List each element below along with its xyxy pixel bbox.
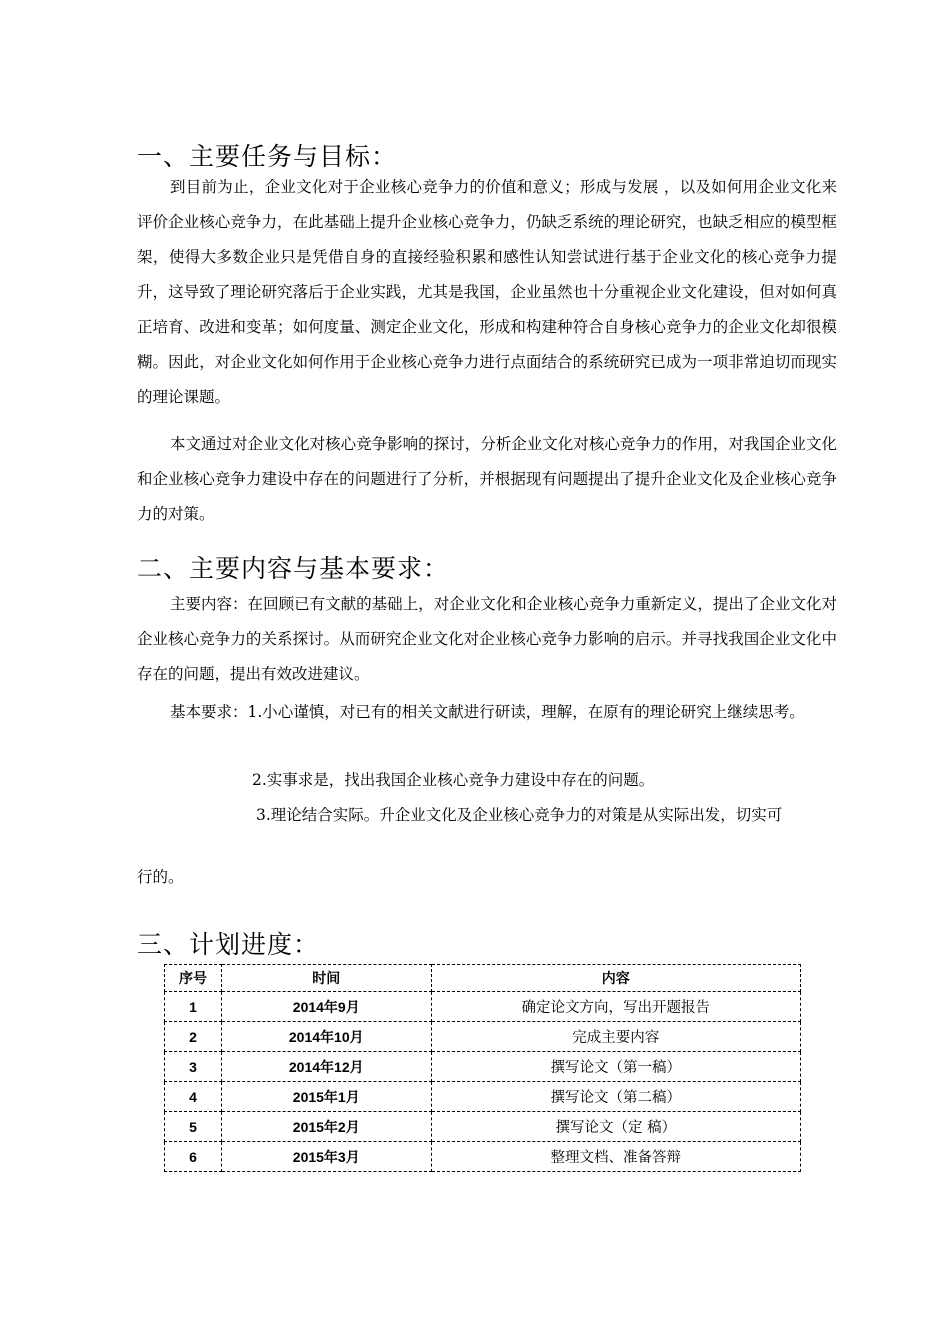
row-content: 撰写论文（第一稿） [431, 1052, 800, 1082]
row-seq: 2 [165, 1022, 222, 1052]
row-time: 2014年10月 [221, 1022, 431, 1052]
requirement-3: 3.理论结合实际。升企业文化及企业核心竞争力的对策是从实际出发，切实可 [256, 806, 783, 824]
header-seq: 序号 [165, 965, 222, 992]
row-time: 2015年1月 [221, 1082, 431, 1112]
row-time: 2014年9月 [221, 992, 431, 1022]
table-row [165, 1142, 801, 1172]
section-heading-content: 二、主要内容与基本要求： [137, 554, 450, 583]
table-header-row [165, 965, 801, 992]
table-row [165, 1022, 801, 1052]
row-seq: 6 [165, 1142, 222, 1172]
row-content: 撰写论文（第二稿） [431, 1082, 800, 1112]
schedule-table [164, 964, 801, 1172]
row-content: 确定论文方向，写出开题报告 [431, 992, 800, 1022]
paragraph-requirement-1: 基本要求：1.小心谨慎，对已有的相关文献进行研读，理解，在原有的理论研究上继续思考。 [170, 703, 805, 721]
table-row [165, 1112, 801, 1142]
row-seq: 4 [165, 1082, 222, 1112]
row-seq: 3 [165, 1052, 222, 1082]
paragraph-main-content: 主要内容：在回顾已有文献的基础上，对企业文化和企业核心竞争力重新定义，提出了企业文化对企业核心竞争力的关系探讨。从而研究企业文化对企业核心竞争力影响的启示。并寻找我国企业文化中存在的问题，提出有效改进建议。 [137, 595, 837, 683]
header-time: 时间 [221, 965, 431, 992]
table-row [165, 1082, 801, 1112]
requirement-2: 2.实事求是，找出我国企业核心竞争力建设中存在的问题。 [252, 771, 655, 789]
row-seq: 1 [165, 992, 222, 1022]
row-time: 2015年2月 [221, 1112, 431, 1142]
requirement-3-continued: 行的。 [137, 868, 184, 886]
paragraph-tasks-2: 本文通过对企业文化对核心竞争影响的探讨，分析企业文化对核心竞争力的作用，对我国企业文化和企业核心竞争力建设中存在的问题进行了分析，并根据现有问题提出了提升企业文化及企业核心竞争力的对策。 [137, 435, 837, 523]
row-time: 2014年12月 [221, 1052, 431, 1082]
table-row [165, 992, 801, 1022]
section-heading-tasks: 一、主要任务与目标： [137, 142, 398, 171]
row-time: 2015年3月 [221, 1142, 431, 1172]
row-seq: 5 [165, 1112, 222, 1142]
row-content: 整理文档、准备答辩 [431, 1142, 800, 1172]
table-row [165, 1052, 801, 1082]
row-content: 完成主要内容 [431, 1022, 800, 1052]
header-content: 内容 [431, 965, 800, 992]
paragraph-tasks-1: 到目前为止，企业文化对于企业核心竞争力的价值和意义；形成与发展 ，以及如何用企业文化来评价企业核心竞争力，在此基础上提升企业核心竞争力，仍缺乏系统的理论研究，也缺乏相应的模型框架，使得大多数企业只是凭借自身的直接经验积累和感性认知尝试进行基于企业文化的核心竞争力提升，这导致了理论研究落后于企业实践，尤其是我国，企业虽然也十分重视企业文化建设，但对如何真正培育、改进和变革；如何度量、测定企业文化，形成和构建种符合自身核心竞争力的企业文化却很模糊。因此，对企业文化如何作用于企业核心竞争力进行点面结合的系统研究已成为一项非常迫切而现实的理论课题。 [137, 178, 837, 406]
section-heading-plan: 三、计划进度： [137, 930, 320, 959]
row-content: 撰写论文（定 稿） [431, 1112, 800, 1142]
